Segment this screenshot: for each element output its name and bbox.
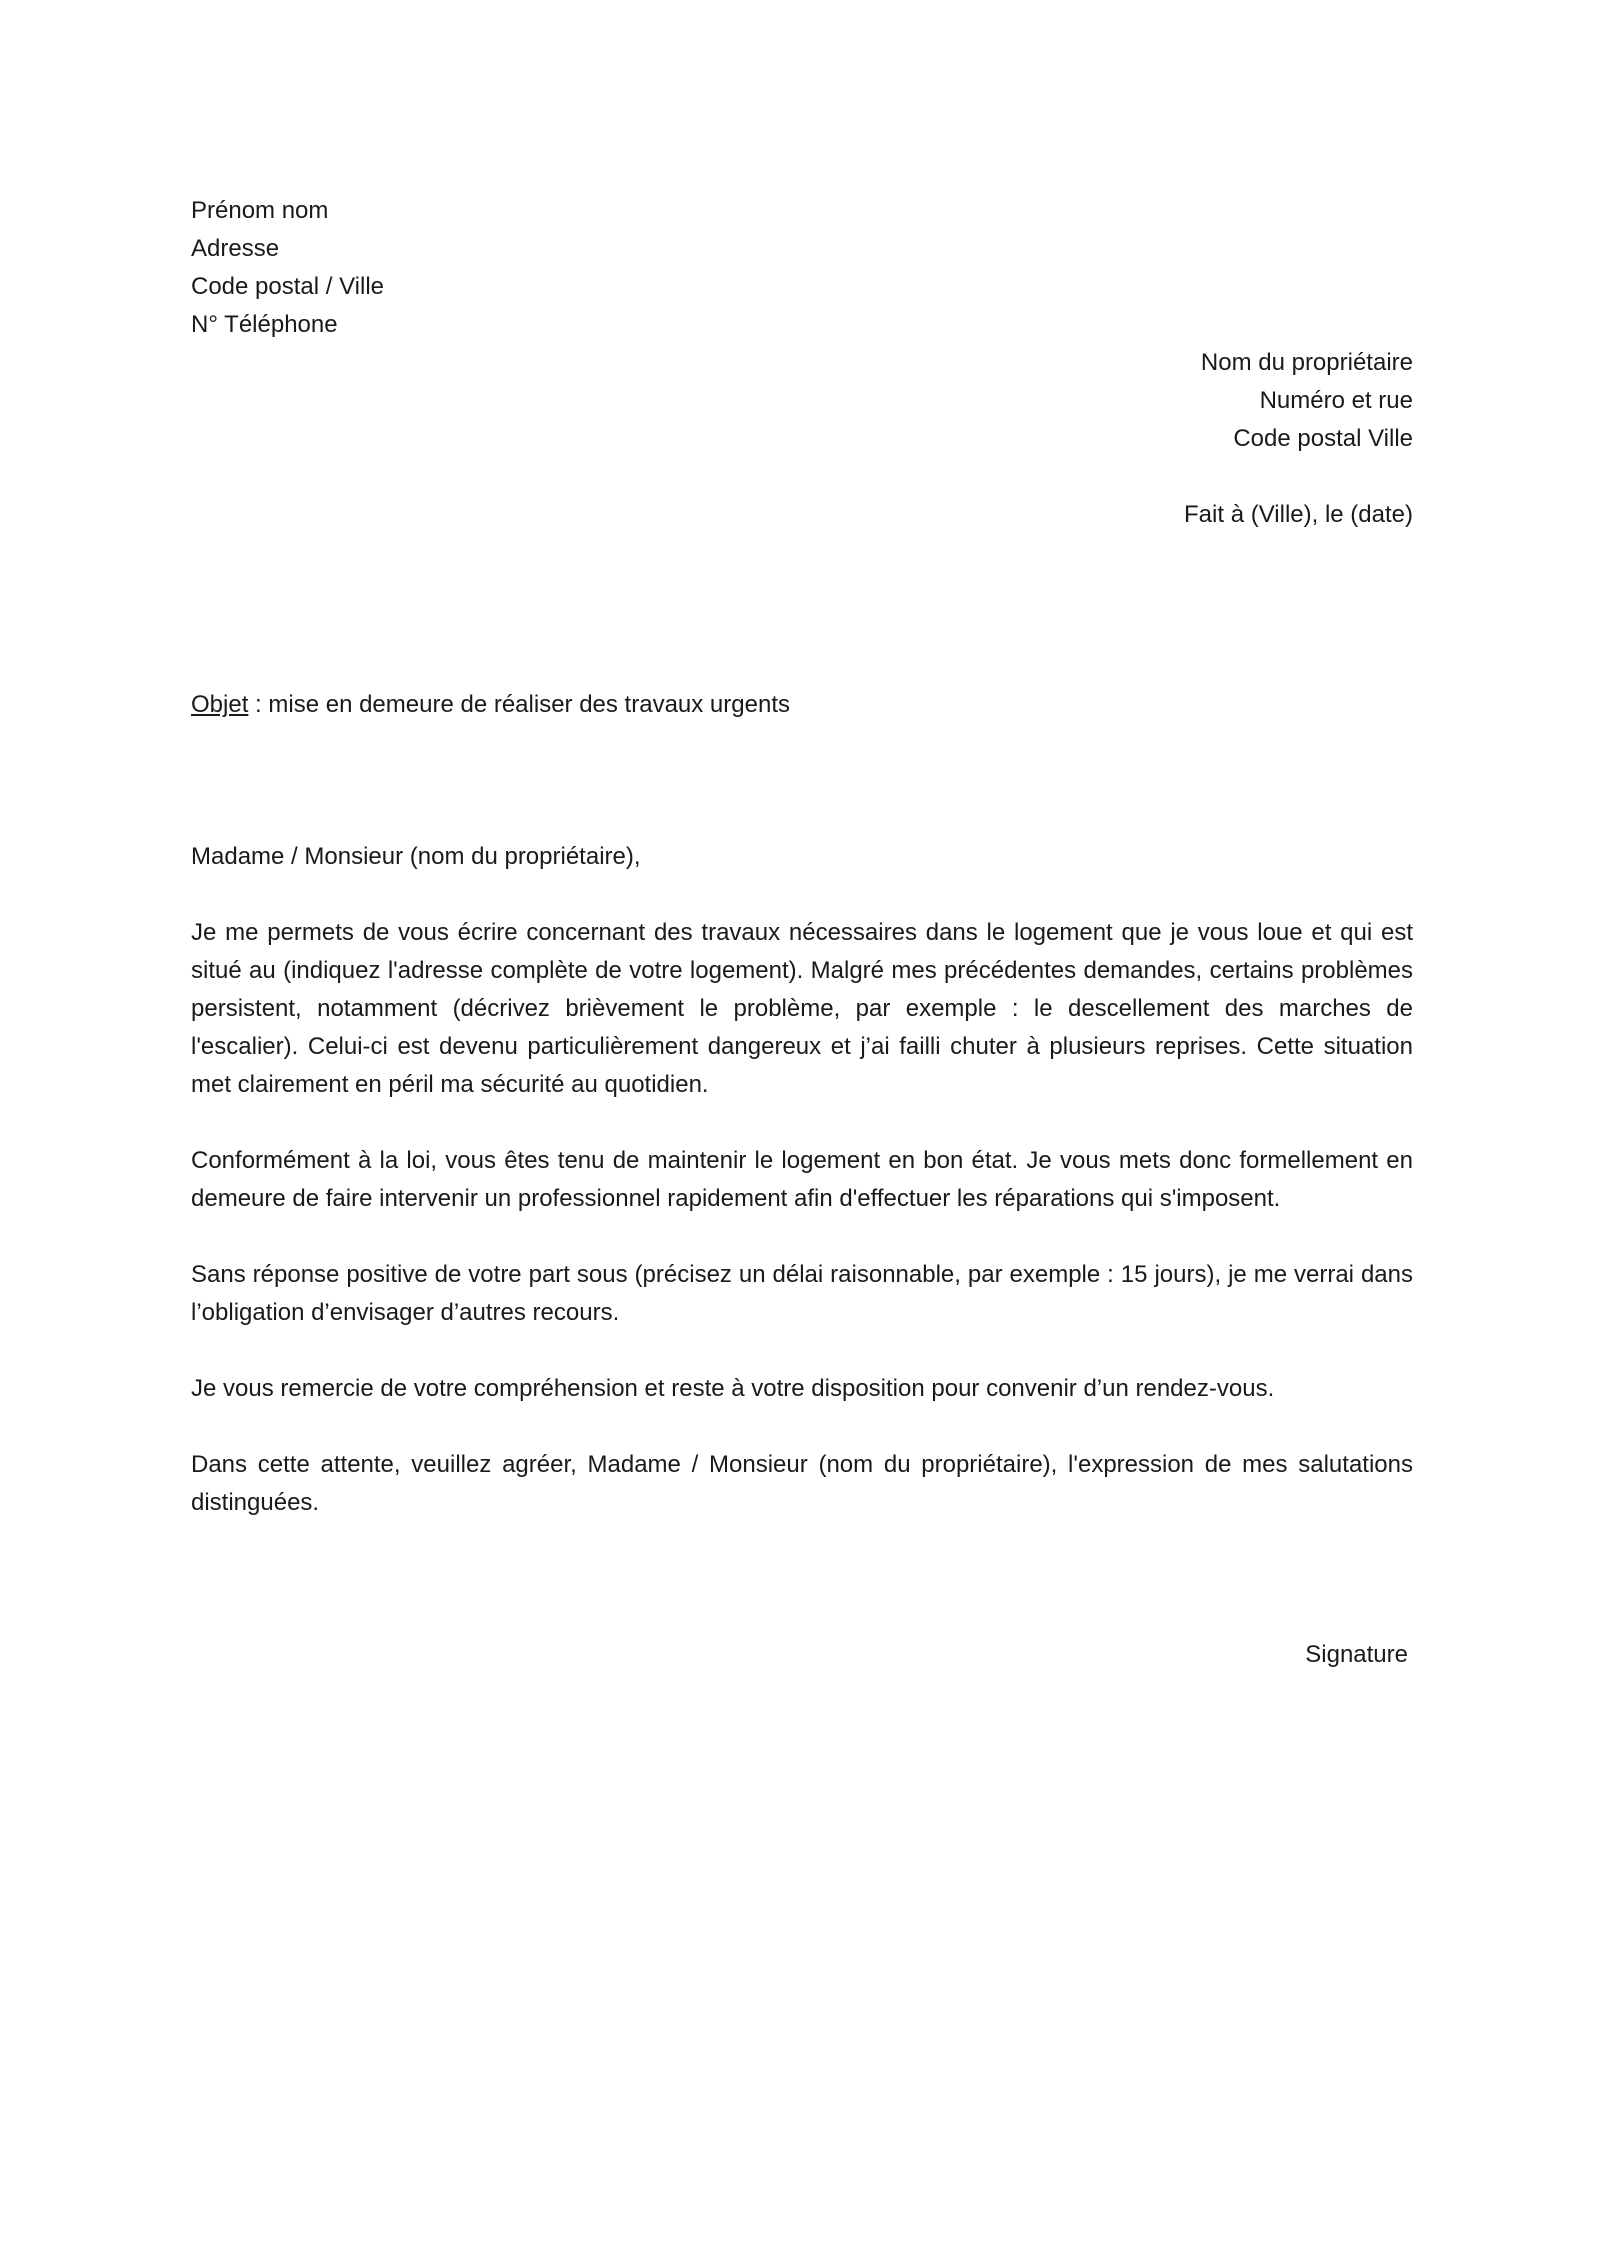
date-text: Fait à (Ville), le (date) — [1184, 501, 1413, 528]
sender-block — [191, 192, 1413, 344]
recipient-block — [191, 344, 1413, 458]
paragraph-deadline: Sans réponse positive de votre part sous (précisez un délai raisonnable, par exemple : 15 jours), je me verrai dans l’obligation d’envisager d’autres recours. — [191, 1261, 1413, 1326]
subject-label: Objet — [191, 691, 249, 718]
paragraph-legal-notice: Conformément à la loi, vous êtes tenu de maintenir le logement en bon état. Je vous mets donc formellement en demeure de faire intervenir un professionnel rapidement afin d'effectuer les réparations qui s'imposent. — [191, 1147, 1413, 1212]
paragraph-closing: Dans cette attente, veuillez agréer, Madame / Monsieur (nom du propriétaire), l'expression de mes salutations distinguées. — [191, 1451, 1413, 1516]
sender-city: Code postal / Ville — [191, 273, 385, 300]
sender-phone: N° Téléphone — [191, 311, 338, 338]
recipient-street: Numéro et rue — [1259, 387, 1413, 414]
paragraph-request: Je me permets de vous écrire concernant des travaux nécessaires dans le logement que je vous loue et qui est situé au (indiquez l'adresse complète de votre logement). Malgré mes précédentes demandes, certains problèmes persistent, notamment (décrivez brièvement le problème, par exemple : le descellement des marches de l'escalier). Celui-ci est devenu particulièrement dangereux et j’ai failli chuter à plusieurs reprises. Cette situation met clairement en péril ma sécurité au quotidien. — [191, 919, 1413, 1098]
sender-name: Prénom nom — [191, 197, 329, 224]
sender-address: Adresse — [191, 235, 280, 262]
subject-text: : mise en demeure de réaliser des travaux urgents — [248, 691, 790, 718]
recipient-name: Nom du propriétaire — [1200, 349, 1413, 376]
recipient-city: Code postal Ville — [1233, 425, 1413, 452]
signature-line: Signature — [1305, 1641, 1408, 1668]
salutation: Madame / Monsieur (nom du propriétaire), — [191, 843, 641, 870]
letter-body — [191, 192, 1413, 1674]
paragraph-thanks: Je vous remercie de votre compréhension et reste à votre disposition pour convenir d’un rendez-vous. — [191, 1375, 1275, 1402]
date-line — [191, 496, 1413, 534]
subject-line — [191, 686, 1413, 724]
